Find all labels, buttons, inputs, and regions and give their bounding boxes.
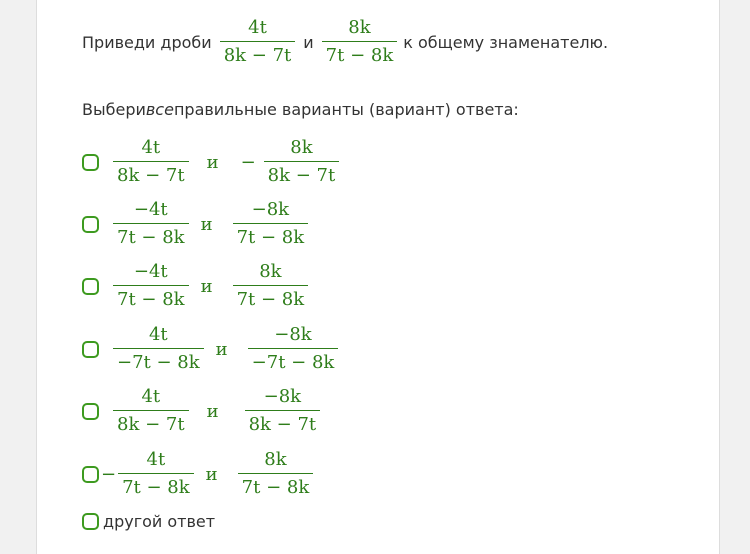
fraction-denominator: 7t − 8k — [238, 473, 314, 499]
instruction-emphasis: все — [145, 100, 174, 119]
option-conjunction: и — [215, 338, 228, 360]
fraction-denominator: 8k − 7t — [220, 41, 296, 67]
question-text — [82, 17, 608, 67]
option-conjunction: и — [200, 213, 213, 235]
answer-option-6[interactable] — [82, 449, 313, 499]
option-minus-sign: − — [240, 151, 256, 173]
option-conjunction: и — [200, 275, 213, 297]
instruction-text — [82, 100, 519, 119]
option-fraction-b — [248, 324, 339, 374]
option-fraction-b — [238, 449, 314, 499]
fraction-numerator: −8k — [251, 199, 290, 220]
checkbox[interactable] — [82, 466, 99, 483]
option-fraction-a — [113, 137, 189, 187]
option-fraction-a — [113, 386, 189, 436]
option-fraction-b — [245, 386, 321, 436]
fraction-denominator: −7t − 8k — [248, 348, 339, 374]
option-leading-sign: − — [101, 463, 117, 485]
option-fraction-a — [113, 261, 189, 311]
checkbox[interactable] — [82, 341, 99, 358]
fraction-numerator: 8k — [348, 17, 371, 38]
fraction-denominator: 8k − 7t — [113, 161, 189, 187]
answer-option-4[interactable] — [82, 324, 338, 374]
fraction-denominator: 7t − 8k — [113, 223, 189, 249]
fraction-numerator: 8k — [264, 449, 287, 470]
fraction-denominator: 7t − 8k — [118, 473, 194, 499]
option-fraction-a — [118, 449, 194, 499]
checkbox[interactable] — [82, 278, 99, 295]
answer-option-3[interactable] — [82, 261, 308, 311]
fraction-numerator: 8k — [290, 137, 313, 158]
question-prefix: Приведи дроби — [82, 32, 212, 52]
option-conjunction: и — [206, 151, 219, 173]
fraction-numerator: 4t — [141, 386, 161, 407]
checkbox[interactable] — [82, 403, 99, 420]
instruction-part-1: Выбери — [82, 100, 146, 119]
answer-option-5[interactable] — [82, 386, 320, 436]
fraction-numerator: −8k — [263, 386, 302, 407]
fraction-denominator: −7t − 8k — [113, 348, 204, 374]
question-suffix: к общему знаменателю. — [403, 32, 609, 52]
task-card — [37, 0, 719, 554]
answer-option-2[interactable] — [82, 199, 308, 249]
fraction-denominator: 7t − 8k — [322, 41, 398, 67]
option-conjunction: и — [206, 400, 219, 422]
fraction-numerator: 4t — [141, 137, 161, 158]
right-margin-panel — [719, 0, 750, 554]
fraction-denominator: 7t − 8k — [233, 223, 309, 249]
fraction-denominator: 8k − 7t — [264, 161, 340, 187]
checkbox[interactable] — [82, 513, 99, 530]
option-fraction-b — [233, 261, 309, 311]
option-fraction-b — [233, 199, 309, 249]
fraction-numerator: −4t — [133, 261, 168, 282]
checkbox[interactable] — [82, 154, 99, 171]
checkbox[interactable] — [82, 216, 99, 233]
option-fraction-a — [113, 199, 189, 249]
fraction-numerator: 8k — [259, 261, 282, 282]
question-fraction-2 — [322, 17, 398, 67]
option-fraction-a — [113, 324, 204, 374]
fraction-numerator: −8k — [274, 324, 312, 345]
left-margin-panel — [0, 0, 37, 554]
question-fraction-1 — [220, 17, 296, 67]
fraction-denominator: 8k − 7t — [245, 410, 321, 436]
other-answer-label: другой ответ — [103, 512, 216, 531]
fraction-numerator: −4t — [133, 199, 168, 220]
answer-option-other[interactable] — [82, 512, 215, 531]
option-fraction-b — [264, 137, 340, 187]
answer-option-1[interactable] — [82, 137, 339, 187]
instruction-part-2: правильные варианты (вариант) ответа: — [173, 100, 519, 119]
fraction-denominator: 8k − 7t — [113, 410, 189, 436]
option-conjunction: и — [205, 463, 218, 485]
fraction-numerator: 4t — [248, 17, 267, 38]
fraction-numerator: 4t — [148, 324, 168, 345]
fraction-denominator: 7t − 8k — [233, 285, 309, 311]
fraction-numerator: 4t — [146, 449, 166, 470]
fraction-denominator: 7t − 8k — [113, 285, 189, 311]
question-conjunction: и — [303, 32, 314, 52]
